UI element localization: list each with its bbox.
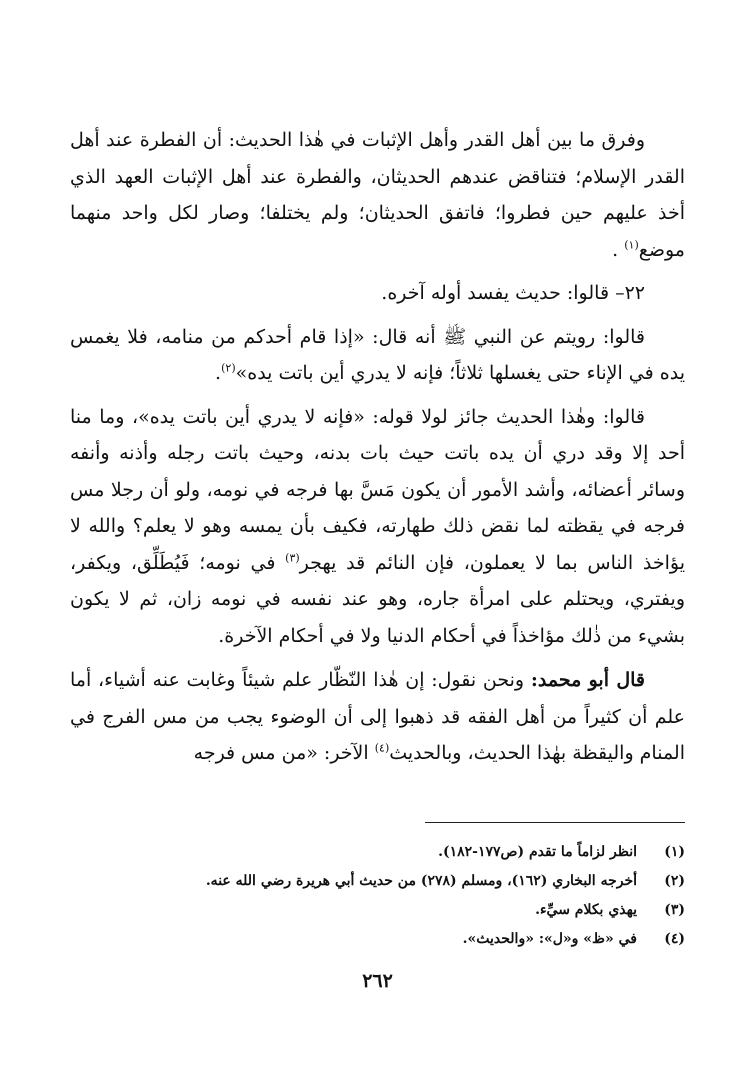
footnote-2-text: أخرجه البخاري (١٦٢)، ومسلم (٢٧٨) من حديث أبي هريرة رضي الله عنه. xyxy=(205,873,637,889)
paragraph-response-text-b: الآخر: «من مس فرجه xyxy=(193,742,375,764)
paragraph-response-text-a: ونحن نقول: إن هٰذا النّظّار علم شيئاً وغابت عنه أشياء، أما علم أن كثيراً من أهل الفقه قد ذهبوا إلى أن الوضوء يجب من مس الفرج في المنام واليقظة بهٰذا الحديث، وبالحديث xyxy=(70,669,685,764)
footnote-3 xyxy=(70,896,685,925)
footnote-3-number: (٣) xyxy=(664,902,685,918)
paragraph-fitra-text: وفرق ما بين أهل القدر وأهل الإثبات في هٰذا الحديث: أن الفطرة عند أهل القدر الإسلام؛ فتناقض عندهم الحديثان، والفطرة عند أهل الإثبات العهد الذي أخذ عليهم حين فطروا؛ فاتفق الحديثان؛ ولم يختلفا؛ وصار لكل واحد منهما موضع xyxy=(70,129,685,261)
footnote-4 xyxy=(70,925,685,954)
paragraph-objection-text-a: قالوا: وهٰذا الحديث جائز لولا قوله: «فإنه لا يدري أين باتت يده»، وما منا أحد إلا وقد دري أن يده باتت حيث بات بدنه، وحيث باتت رجله وأذنه وأنفه وسائر أعضائه، وأشد الأمور أن يكون مَسَّ بها فرجه في نومه، ولو أن رجلا مس فرجه في يقظته لما نقض ذلك طهارته، فكيف بأن يمسه وهو لا يعلم؟ والله لا يؤاخذ الناس بما لا يعملون، فإن النائم قد يهجر xyxy=(70,405,685,574)
footnote-1 xyxy=(70,838,685,867)
footnote-2-number: (٢) xyxy=(664,873,685,889)
footnote-ref-1[interactable]: (١) xyxy=(624,238,639,252)
paragraph-hadith-quote xyxy=(70,319,685,392)
footnote-ref-2[interactable]: (٢) xyxy=(221,361,236,375)
footnote-ref-3[interactable]: (٣) xyxy=(285,551,300,565)
paragraph-hadith-quote-text: قالوا: رويتم عن النبي ﷺ أنه قال: «إذا قام أحدكم من منامه، فلا يغمس يده في الإناء حتى يغسلها ثلاثاً؛ فإنه لا يدري أين باتت يده» xyxy=(70,325,685,384)
section-heading-22 xyxy=(70,275,685,312)
footnote-4-number: (٤) xyxy=(664,931,685,947)
footnote-4-text: في «ظ» و«ل»: «والحديث». xyxy=(462,931,637,947)
paragraph-fitra-end: . xyxy=(612,238,625,261)
main-text xyxy=(70,122,685,772)
footnote-3-text: يهذي بكلام سيِّء. xyxy=(535,902,637,918)
footnote-1-number: (١) xyxy=(664,844,685,860)
paragraph-fitra xyxy=(70,122,685,268)
paragraph-objection xyxy=(70,399,685,655)
footnotes xyxy=(70,838,685,954)
paragraph-response xyxy=(70,662,685,772)
page-number: ٢٦٢ xyxy=(362,970,393,992)
section-heading-22-text: ٢٢– قالوا: حديث يفسد أوله آخره. xyxy=(381,282,645,304)
footnote-separator xyxy=(425,822,685,823)
response-lead: قال أبو محمد: xyxy=(530,669,645,691)
paragraph-objection-text-b: في نومه؛ فَيُطَلِّق، ويكفر، ويفتري، ويحتلم على امرأة جاره، وهو عند نفسه في نومه زان، ثم لا يكون بشيء من ذٰلك مؤاخذاً في أحكام الدنيا ولا في أحكام الآخرة. xyxy=(70,551,685,647)
paragraph-hadith-quote-end: . xyxy=(215,362,222,384)
footnote-ref-4[interactable]: (٤) xyxy=(374,741,390,755)
footnote-2 xyxy=(70,867,685,896)
footnote-1-text: انظر لزاماً ما تقدم (ص١٧٧-١٨٢). xyxy=(438,844,637,860)
